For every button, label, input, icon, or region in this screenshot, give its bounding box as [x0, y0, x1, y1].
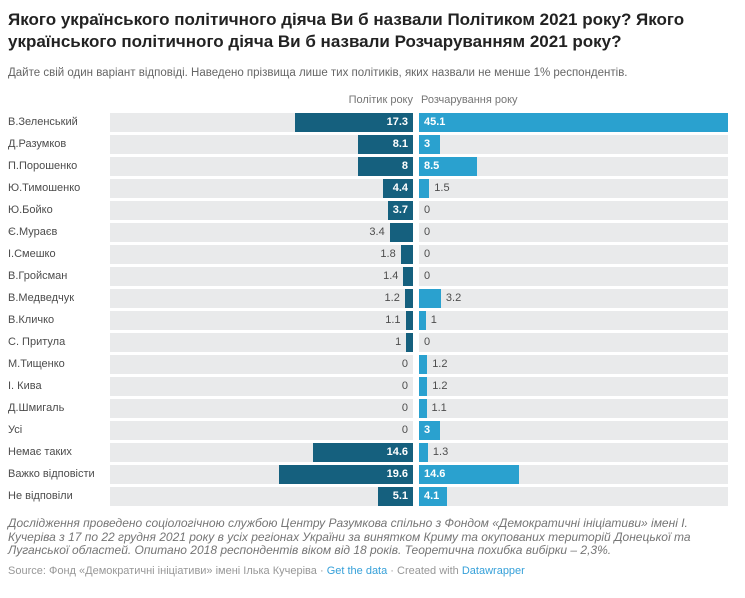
chart-subtitle: Дайте свій один варіант відповіді. Наведено прізвища лише тих політиків, яких назвали не менше 1% респондентів.: [8, 67, 628, 79]
disappointment-value: 4.1: [424, 490, 440, 502]
politician-value: 4.4: [392, 182, 408, 194]
disappointment-value: 1.2: [432, 358, 448, 370]
chart-row: [8, 465, 737, 484]
disappointment-value: 14.6: [424, 468, 446, 480]
disappointment-value: 0: [424, 336, 431, 348]
chart-row: [8, 333, 737, 352]
politician-bar: [401, 245, 413, 264]
disappointment-bar: [419, 443, 428, 462]
category-label: Д.Шмигаль: [8, 402, 65, 414]
disappointment-value: 0: [424, 248, 431, 260]
source-name: Фонд «Демократичні ініціативи» імені Ілька Кучеріва: [48, 564, 317, 577]
disappointment-cell: [419, 311, 728, 330]
chart-row: [8, 157, 737, 176]
category-label: Важко відповісти: [8, 468, 95, 480]
disappointment-cell: [419, 179, 728, 198]
category-label: В.Кличко: [8, 314, 55, 326]
disappointment-cell: [419, 157, 728, 176]
get-the-data-link[interactable]: Get the data: [326, 564, 388, 577]
politician-value: 3.7: [392, 204, 408, 216]
separator-dot: ·: [319, 564, 324, 577]
politician-bar: [406, 311, 414, 330]
politician-value: 17.3: [386, 116, 408, 128]
politician-cell: [110, 113, 413, 132]
category-label: М.Тищенко: [8, 358, 65, 370]
politician-cell: [110, 135, 413, 154]
disappointment-cell: [419, 487, 728, 506]
chart-row: [8, 135, 737, 154]
politician-cell: [110, 267, 413, 286]
disappointment-bar: [419, 355, 427, 374]
politician-bar: [390, 223, 413, 242]
politician-bar: [403, 267, 413, 286]
disappointment-value: 1.1: [431, 402, 447, 414]
disappointment-cell: [419, 289, 728, 308]
politician-cell: [110, 289, 413, 308]
politician-cell: [110, 157, 413, 176]
category-label: Не відповіли: [8, 490, 73, 502]
chart-row: [8, 311, 737, 330]
politician-value: 1: [395, 336, 402, 348]
politician-value: 8: [401, 160, 408, 172]
politician-cell: [110, 421, 413, 440]
politician-value: 8.1: [392, 138, 408, 150]
category-label: В.Медведчук: [8, 292, 75, 304]
disappointment-cell: [419, 333, 728, 352]
disappointment-cell: [419, 223, 728, 242]
disappointment-bar: [419, 113, 728, 132]
disappointment-value: 8.5: [424, 160, 440, 172]
politician-value: 3.4: [369, 226, 385, 238]
disappointment-cell: [419, 443, 728, 462]
politician-value: 0: [401, 380, 408, 392]
chart-row: [8, 487, 737, 506]
politician-cell: [110, 355, 413, 374]
disappointment-value: 1.5: [434, 182, 450, 194]
chart-row: [8, 421, 737, 440]
disappointment-cell: [419, 465, 728, 484]
category-label: Ю.Бойко: [8, 204, 53, 216]
category-label: Д.Разумков: [8, 138, 67, 150]
methodology-note: Дослідження проведено соціологічною службою Центру Разумкова спільно з Фондом «Демократичні ініціативи» імені І. Кучеріва з 17 по 22 грудня 2021 року в усіх регіонах України за винятком Криму та окупованих територій Донецької та Луганської областей. Опитано 2018 респондентів віком від 18 років. Теоретична похибка вибірки – 2,3%.: [8, 516, 691, 557]
politician-cell: [110, 245, 413, 264]
politician-cell: [110, 333, 413, 352]
datawrapper-link[interactable]: Datawrapper: [461, 564, 525, 577]
politician-cell: [110, 201, 413, 220]
disappointment-value: 0: [424, 226, 431, 238]
chart-row: [8, 289, 737, 308]
disappointment-cell: [419, 113, 728, 132]
disappointment-value: 3.2: [445, 292, 462, 304]
chart-title: Якого українського політичного діяча Ви б назвали Політиком 2021 року? Якого українського політичного діяча Ви б назвали Розчаруванням 2021 року?: [8, 10, 685, 51]
chart-row: [8, 443, 737, 462]
source-line: [8, 564, 737, 578]
politician-bar: [406, 333, 413, 352]
politician-cell: [110, 487, 413, 506]
politician-value: 1.4: [383, 270, 399, 282]
politician-value: 0: [401, 424, 408, 436]
disappointment-value: 1: [430, 314, 437, 326]
chart-row: [8, 399, 737, 418]
politician-value: 1.2: [384, 292, 400, 304]
disappointment-value: 3: [424, 424, 431, 436]
chart-row: [8, 355, 737, 374]
column-headers: [8, 93, 737, 107]
politician-value: 0: [401, 402, 408, 414]
disappointment-cell: [419, 421, 728, 440]
column-header-politician: Політик року: [348, 94, 413, 106]
politician-value: 0: [401, 358, 408, 370]
chart-row: [8, 179, 737, 198]
politician-value: 1.8: [380, 248, 396, 260]
politician-value: 14.6: [386, 446, 408, 458]
disappointment-bar: [419, 289, 441, 308]
category-label: І.Смешко: [8, 248, 56, 260]
politician-cell: [110, 311, 413, 330]
disappointment-value: 45.1: [424, 116, 446, 128]
disappointment-value: 0: [424, 270, 431, 282]
disappointment-bar: [419, 179, 429, 198]
chart-row: [8, 267, 737, 286]
source-prefix: Source:: [8, 564, 46, 577]
rows: [8, 113, 737, 506]
disappointment-bar: [419, 311, 426, 330]
header-spacer: [8, 93, 110, 107]
politician-cell: [110, 465, 413, 484]
chart-row: [8, 377, 737, 396]
politician-cell: [110, 443, 413, 462]
disappointment-value: 0: [424, 204, 431, 216]
category-label: В.Гройсман: [8, 270, 68, 282]
category-label: С. Притула: [8, 336, 66, 348]
chart-row: [8, 245, 737, 264]
category-label: Є.Мураєв: [8, 226, 58, 238]
separator-dot: ·: [390, 564, 394, 577]
chart-row: [8, 223, 737, 242]
category-label: І. Кива: [8, 380, 42, 392]
created-with-label: Created with: [397, 564, 459, 577]
category-label: Немає таких: [8, 446, 72, 458]
category-label: В.Зеленський: [8, 116, 78, 128]
politician-value: 19.6: [386, 468, 408, 480]
politician-cell: [110, 179, 413, 198]
disappointment-value: 1.3: [432, 446, 449, 458]
disappointment-bar: [419, 377, 427, 396]
disappointment-value: 3: [424, 138, 431, 150]
chart-container: [0, 9, 745, 578]
disappointment-cell: [419, 135, 728, 154]
disappointment-cell: [419, 245, 728, 264]
politician-cell: [110, 223, 413, 242]
politician-bar: [405, 289, 413, 308]
disappointment-cell: [419, 201, 728, 220]
disappointment-cell: [419, 399, 728, 418]
disappointment-value: 1.2: [432, 380, 448, 392]
category-label: П.Порошенко: [8, 160, 78, 172]
politician-cell: [110, 399, 413, 418]
category-label: Усі: [8, 424, 23, 436]
disappointment-cell: [419, 267, 728, 286]
category-label: Ю.Тимошенко: [8, 182, 81, 194]
politician-value: 5.1: [392, 490, 408, 502]
column-header-disappointment: Розчарування року: [421, 94, 518, 106]
disappointment-cell: [419, 355, 728, 374]
chart-row: [8, 113, 737, 132]
disappointment-bar: [419, 399, 427, 418]
disappointment-cell: [419, 377, 728, 396]
politician-value: 1.1: [385, 314, 401, 326]
chart-row: [8, 201, 737, 220]
politician-cell: [110, 377, 413, 396]
